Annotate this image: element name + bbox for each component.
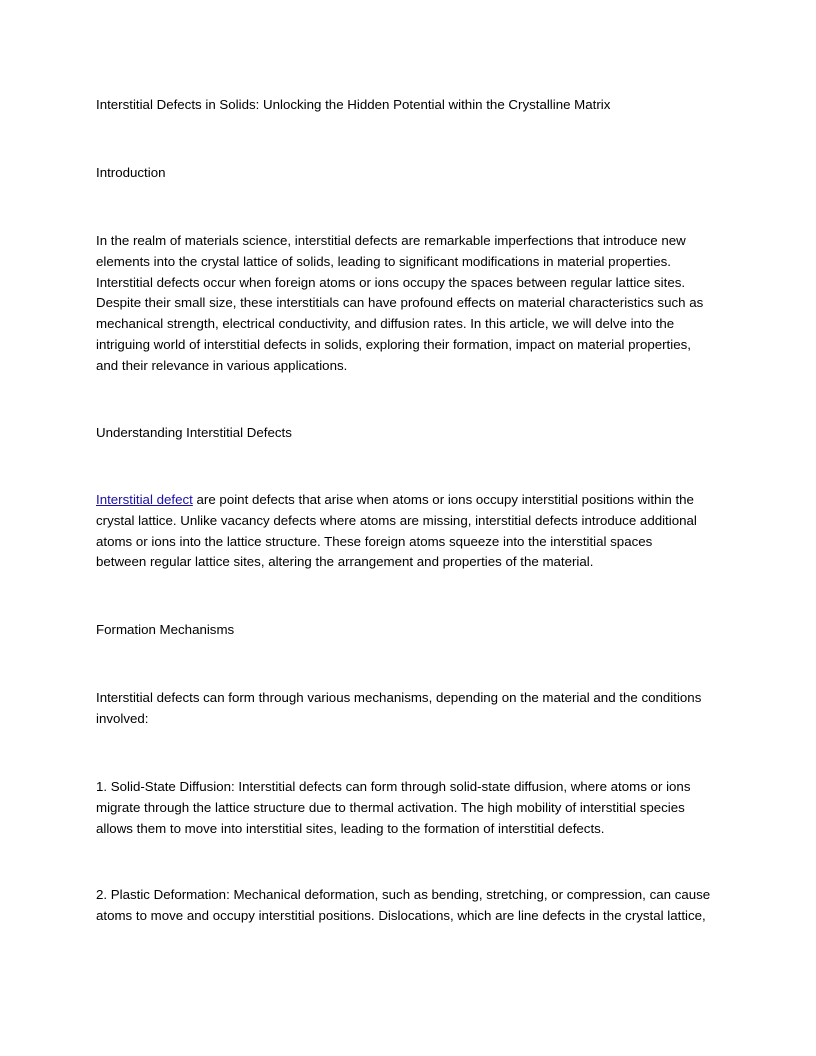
paragraph-line: In the realm of materials science, interstitial defects are remarkable imperfections that introduce new xyxy=(96,233,686,248)
paragraph-line: intriguing world of interstitial defects in solids, exploring their formation, impact on material properties, xyxy=(96,336,691,352)
formation-heading xyxy=(96,620,720,641)
paragraph-line: migrate through the lattice structure due to thermal activation. The high mobility of interstitial species xyxy=(96,799,685,815)
paragraph-line: 2. Plastic Deformation: Mechanical deformation, such as bending, stretching, or compression, can cause xyxy=(96,887,711,902)
paragraph-line: 1. Solid-State Diffusion: Interstitial defects can form through solid-state diffusion, where atoms or ions xyxy=(96,779,691,794)
understanding-heading xyxy=(96,423,720,444)
introduction-paragraph xyxy=(96,231,720,377)
paragraph-line: crystal lattice. Unlike vacancy defects where atoms are missing, interstitial defects introduce additional xyxy=(96,512,697,528)
paragraph-line: and their relevance in various applications. xyxy=(96,357,348,373)
heading-text: Introduction xyxy=(96,165,166,180)
paragraph-line: Despite their small size, these interstitials can have profound effects on material characteristics such as xyxy=(96,295,704,311)
paragraph-line: allows them to move into interstitial sites, leading to the formation of interstitial defects. xyxy=(96,820,605,836)
interstitial-defect-link[interactable]: Interstitial defect xyxy=(96,492,193,507)
heading-text: Understanding Interstitial Defects xyxy=(96,425,292,440)
paragraph-line: Interstitial defects occur when foreign atoms or ions occupy the spaces between regular lattice sites. xyxy=(96,274,686,290)
list-item-solid-state-diffusion xyxy=(96,777,720,839)
document-title xyxy=(96,95,720,116)
list-item-plastic-deformation xyxy=(96,885,720,927)
paragraph-line: atoms to move and occupy interstitial positions. Dislocations, which are line defects in the crystal lattice, xyxy=(96,907,706,923)
paragraph-line-rest: are point defects that arise when atoms or ions occupy interstitial positions within the xyxy=(192,492,694,507)
heading-text: Formation Mechanisms xyxy=(96,622,235,637)
paragraph-line: between regular lattice sites, altering the arrangement and properties of the material. xyxy=(96,554,594,570)
paragraph-line xyxy=(96,490,720,511)
introduction-heading xyxy=(96,163,720,184)
paragraph-line: involved: xyxy=(96,710,149,726)
paragraph-line: elements into the crystal lattice of solids, leading to significant modifications in material properties. xyxy=(96,253,671,269)
understanding-paragraph xyxy=(96,490,720,573)
paragraph-line: atoms or ions into the lattice structure. These foreign atoms squeeze into the interstitial spaces xyxy=(96,533,653,549)
title-text: Interstitial Defects in Solids: Unlocking the Hidden Potential within the Crystalline Matrix xyxy=(96,97,611,112)
formation-paragraph xyxy=(96,688,720,730)
paragraph-line: Interstitial defects can form through various mechanisms, depending on the material and the conditions xyxy=(96,690,702,705)
paragraph-line: mechanical strength, electrical conductivity, and diffusion rates. In this article, we will delve into the xyxy=(96,316,675,332)
